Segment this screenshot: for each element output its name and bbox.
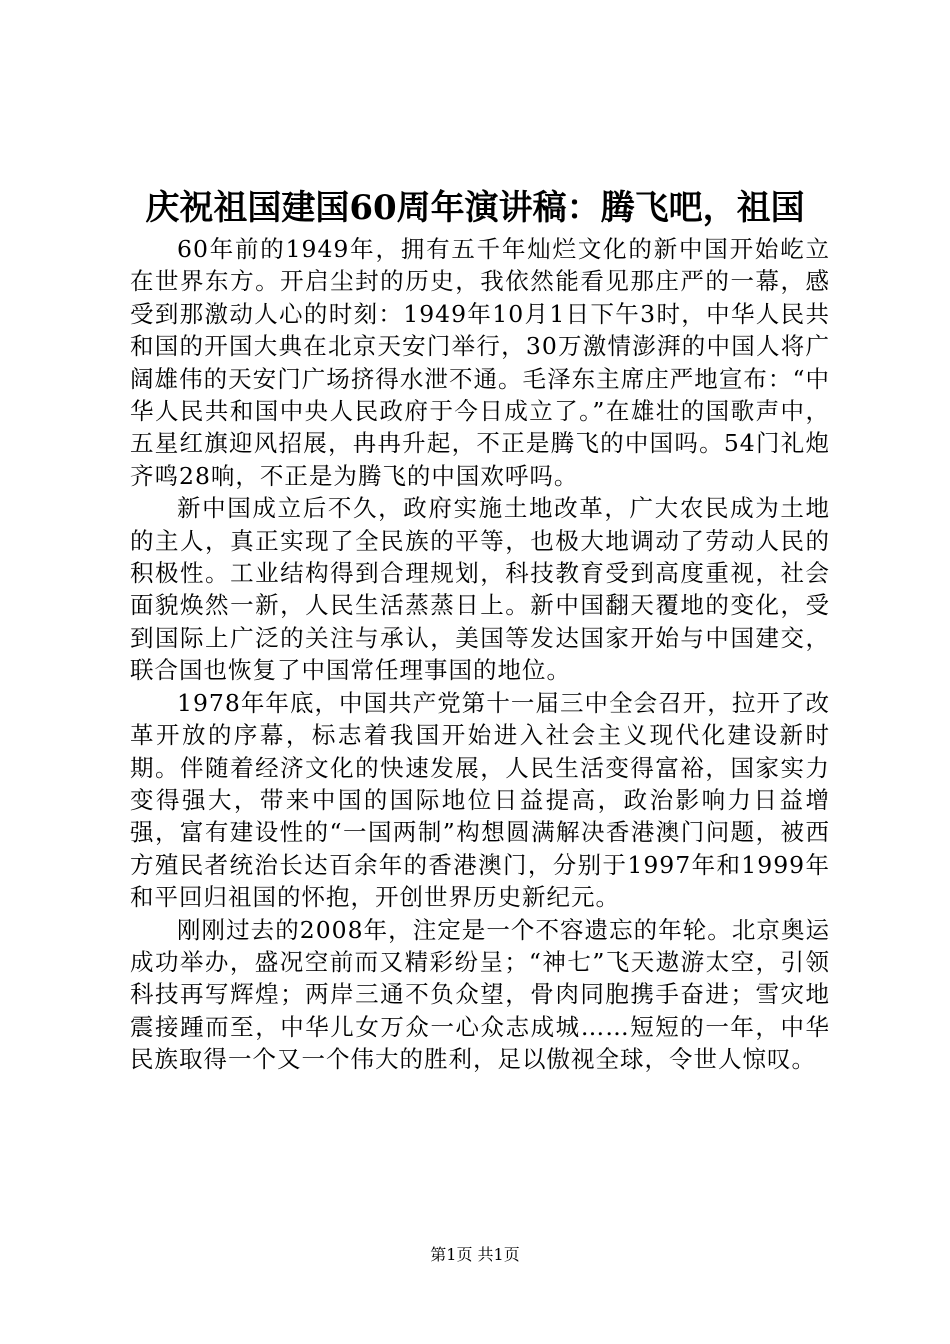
page-footer: 第1页 共1页 <box>430 1245 520 1264</box>
paragraph-1: 60年前的1949年，拥有五千年灿烂文化的新中国开始屹立在世界东方。开启尘封的历史，我依然能看见那庄严的一幕，感受到那激动人心的时刻：1949年10月1日下午3时，中华人民共和国的开国大典在北京天安门举行，30万激情澎湃的中国人将广阔雄伟的天安门广场挤得水泄不通。毛泽东主席庄严地宣布：“中华人民共和国中央人民政府于今日成立了。”在雄壮的国歌声中，五星红旗迎风招展，冉冉升起，不正是腾飞的中国吗。54门礼炮齐鸣28响，不正是为腾飞的中国欢呼吗。 <box>130 235 830 490</box>
document-body <box>130 233 830 1076</box>
paragraph-3: 1978年年底，中国共产党第十一届三中全会召开，拉开了改革开放的序幕，标志着我国开始进入社会主义现代化建设新时期。伴随着经济文化的快速发展，人民生活变得富裕，国家实力变得强大，带来中国的国际地位日益提高，政治影响力日益增强，富有建设性的“一国两制”构想圆满解决香港澳门问题，被西方殖民者统治长达百余年的香港澳门，分别于1997年和1999年和平回归祖国的怀抱，开创世界历史新纪元。 <box>130 688 830 912</box>
paragraph-4: 刚刚过去的2008年，注定是一个不容遗忘的年轮。北京奥运成功举办，盛况空前而又精彩纷呈；“神七”飞天遨游太空，引领科技再写辉煌；两岸三通不负众望，骨肉同胞携手奋进；雪灾地震接踵而至，中华儿女万众一心众志成城……短短的一年，中华民族取得一个又一个伟大的胜利，足以傲视全球，令世人惊叹。 <box>130 915 830 1074</box>
document-title: 庆祝祖国建国60周年演讲稿：腾飞吧，祖国 <box>145 188 805 228</box>
paragraph-2: 新中国成立后不久，政府实施土地改革，广大农民成为土地的主人，真正实现了全民族的平等，也极大地调动了劳动人民的积极性。工业结构得到合理规划，科技教育受到高度重视，社会面貌焕然一新，人民生活蒸蒸日上。新中国翻天覆地的变化，受到国际上广泛的关注与承认，美国等发达国家开始与中国建交，联合国也恢复了中国常任理事国的地位。 <box>130 494 830 685</box>
